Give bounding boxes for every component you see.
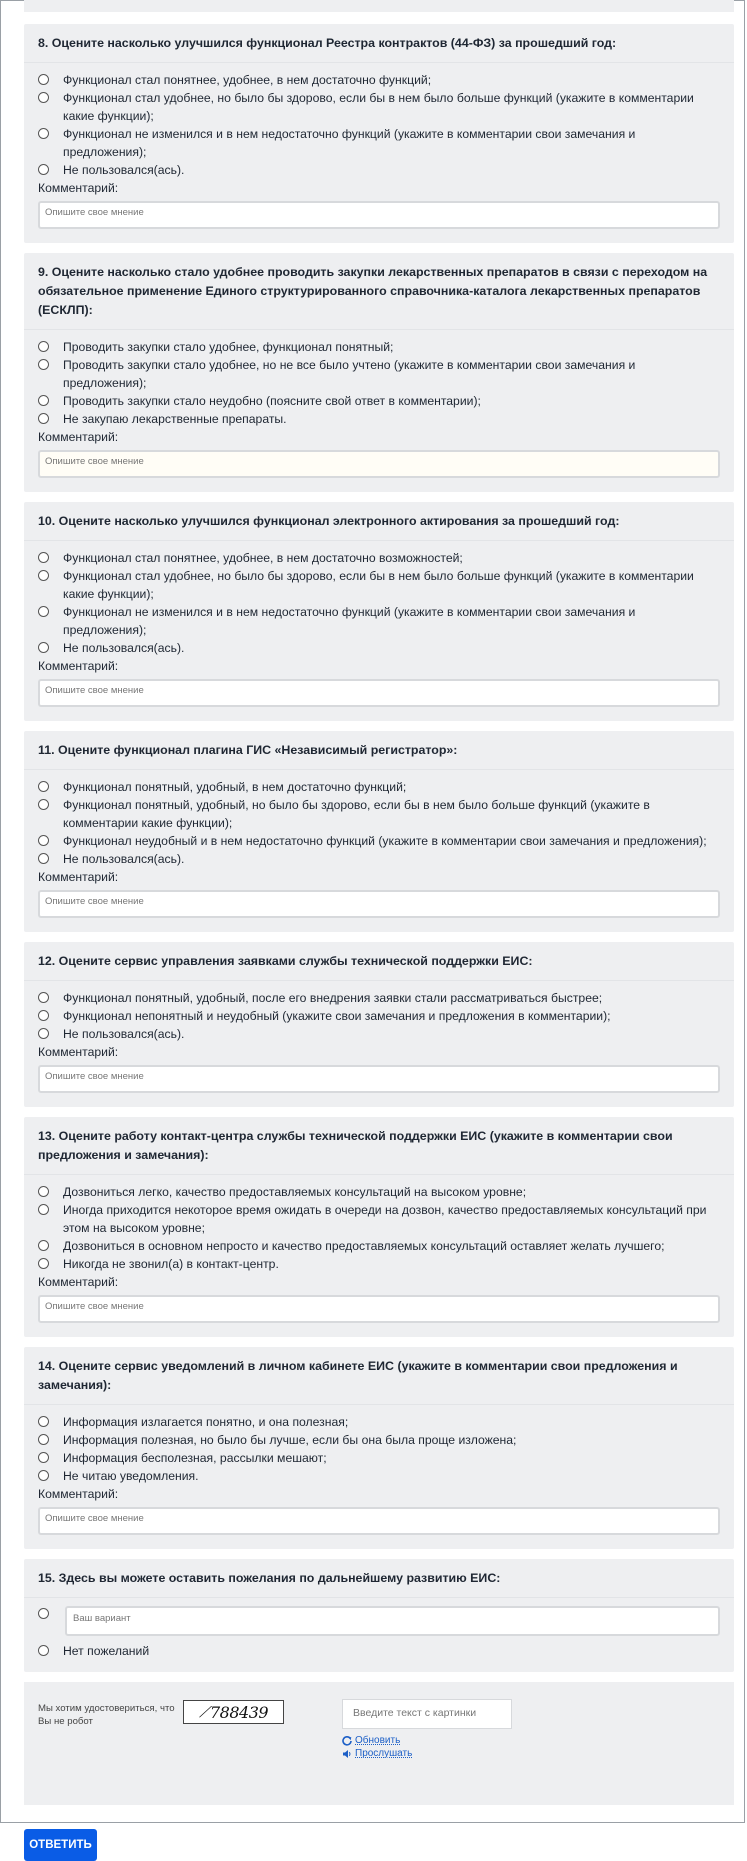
comment-input[interactable]: Опишите свое мнение [38, 1507, 720, 1535]
option-row[interactable] [38, 1431, 720, 1449]
captcha-listen-link[interactable] [342, 1748, 412, 1759]
question-title: 9. Оцените насколько стало удобнее проводить закупки лекарственных препаратов в связи с переходом на обязательное применение Единого структурированного справочника-каталога лекарственных препаратов (ЕСКЛП): [38, 265, 708, 317]
radio-button[interactable] [38, 1204, 49, 1215]
radio-button[interactable] [38, 1434, 49, 1445]
question-title: 15. Здесь вы можете оставить пожелания по дальнейшему развитию ЕИС: [38, 1571, 501, 1585]
refresh-icon [342, 1736, 352, 1746]
comment-label: Комментарий: [38, 1487, 119, 1501]
comment-label: Комментарий: [38, 1275, 119, 1289]
option-row[interactable] [38, 989, 720, 1007]
radio-button[interactable] [38, 1608, 49, 1619]
option-row[interactable] [38, 796, 720, 832]
radio-button[interactable] [38, 1010, 49, 1021]
option-row[interactable] [38, 1007, 720, 1025]
option-label: Информация полезная, но было бы лучше, если бы она была проще изложена; [63, 1433, 517, 1447]
option-label: Не закупаю лекарственные препараты. [63, 412, 287, 426]
radio-button[interactable] [38, 1416, 49, 1427]
free-answer-row [38, 1606, 720, 1636]
comment-label: Комментарий: [38, 870, 119, 884]
question-title: 13. Оцените работу контакт-центра службы технической поддержки ЕИС (укажите в комментарии свои предложения и замечания): [38, 1129, 673, 1162]
option-label: Функционал непонятный и неудобный (укажите свои замечания и предложения в комментарии); [63, 1009, 611, 1023]
option-label: Никогда не звонил(а) в контакт-центр. [63, 1257, 279, 1271]
option-label: Функционал понятный, удобный, после его внедрения заявки стали рассматриваться быстрее; [63, 991, 603, 1005]
option-label: Функционал стал удобнее, но было бы здорово, если бы в нем было больше функций (укажите в комментарии какие функции); [63, 569, 694, 601]
radio-button[interactable] [38, 1186, 49, 1197]
questions-list [24, 24, 734, 1549]
comment-input[interactable]: Опишите свое мнение [38, 450, 720, 478]
option-label: Функционал не изменился и в нем недостаточно функций (укажите в комментарии свои замечания и предложения); [63, 605, 636, 637]
option-row[interactable] [38, 567, 720, 603]
radio-button[interactable] [38, 341, 49, 352]
refresh-label: Обновить [355, 1735, 401, 1746]
radio-button[interactable] [38, 413, 49, 424]
question-title: 14. Оцените сервис уведомлений в личном кабинете ЕИС (укажите в комментарии свои предложения и замечания): [38, 1359, 678, 1392]
question-card-13 [24, 1117, 734, 1337]
question-card-15 [24, 1559, 734, 1672]
option-row[interactable] [38, 639, 720, 657]
option-label: Информация бесполезная, рассылки мешают; [63, 1451, 327, 1465]
comment-label: Комментарий: [38, 659, 119, 673]
radio-button[interactable] [38, 1645, 49, 1656]
radio-button[interactable] [38, 1452, 49, 1463]
listen-label: Прослушать [355, 1748, 413, 1759]
radio-button[interactable] [38, 1470, 49, 1481]
option-row[interactable] [38, 1025, 720, 1043]
divider [24, 769, 734, 770]
question-title: 11. Оцените функционал плагина ГИС «Независимый регистратор»: [38, 743, 458, 757]
question-card-11 [24, 731, 734, 932]
question-card-10 [24, 502, 734, 721]
option-label: Функционал неудобный и в нем недостаточно функций (укажите в комментарии свои замечания и предложения); [63, 834, 707, 848]
option-label: Функционал понятный, удобный, но было бы здорово, если бы в нем было больше функций (укажите в комментарии какие функции); [63, 798, 650, 830]
speaker-icon [342, 1749, 352, 1759]
captcha-image-text: 788439 [209, 1702, 269, 1722]
option-row[interactable] [38, 89, 720, 125]
option-row[interactable] [38, 1237, 720, 1255]
option-row[interactable] [38, 71, 720, 89]
option-row[interactable] [38, 1642, 720, 1660]
comment-input[interactable]: Опишите свое мнение [38, 890, 720, 918]
option-label: Иногда приходится некоторое время ожидать в очереди на дозвон, качество предоставляемых консультаций при этом на высоком уровне; [63, 1203, 707, 1235]
option-row[interactable] [38, 778, 720, 796]
question-title: 10. Оцените насколько улучшился функционал электронного актирования за прошедший год: [38, 514, 620, 528]
option-label: Дозвониться в основном непросто и качество предоставляемых консультаций оставляет желать лучшего; [63, 1239, 665, 1253]
option-label: Нет пожеланий [63, 1644, 150, 1658]
option-label: Не пользовался(ась). [63, 163, 185, 177]
comment-input[interactable]: Опишите свое мнение [38, 679, 720, 707]
option-label: Проводить закупки стало неудобно (поясните свой ответ в комментарии); [63, 394, 481, 408]
option-label: Не пользовался(ась). [63, 641, 185, 655]
captcha-section [24, 1682, 734, 1805]
question-card-8 [24, 24, 734, 243]
comment-input[interactable]: Опишите свое мнение [38, 1295, 720, 1323]
option-row[interactable] [38, 850, 720, 868]
option-label: Функционал стал понятнее, удобнее, в нем достаточно функций; [63, 73, 432, 87]
radio-button[interactable] [38, 92, 49, 103]
option-label: Не читаю уведомления. [63, 1469, 199, 1483]
option-label: Не пользовался(ась). [63, 852, 185, 866]
radio-button[interactable] [38, 781, 49, 792]
comment-label: Комментарий: [38, 430, 119, 444]
option-row[interactable] [38, 392, 720, 410]
captcha-note: Мы хотим удостовериться, что Вы не робот [38, 1703, 175, 1727]
option-label: Информация излагается понятно, и она полезная; [63, 1415, 349, 1429]
custom-answer-input[interactable]: Ваш вариант [65, 1606, 720, 1636]
option-row[interactable] [38, 356, 720, 392]
comment-label: Комментарий: [38, 181, 119, 195]
option-label: Функционал не изменился и в нем недостаточно функций (укажите в комментарии свои замечания и предложения); [63, 127, 636, 159]
radio-button[interactable] [38, 552, 49, 563]
option-label: Проводить закупки стало удобнее, функционал понятный; [63, 340, 394, 354]
option-row[interactable] [38, 1467, 720, 1485]
question-card-12 [24, 942, 734, 1107]
question-title: 12. Оцените сервис управления заявками службы технической поддержки ЕИС: [38, 954, 533, 968]
option-row[interactable] [38, 1255, 720, 1273]
divider [24, 1597, 734, 1598]
submit-button[interactable]: ОТВЕТИТЬ [24, 1829, 97, 1861]
question-card-14 [24, 1347, 734, 1549]
divider [24, 1404, 734, 1405]
option-row[interactable] [38, 125, 720, 161]
divider [24, 62, 734, 63]
captcha-input[interactable]: Введите текст с картинки [342, 1699, 512, 1729]
radio-button[interactable] [38, 395, 49, 406]
divider [24, 980, 734, 981]
radio-button[interactable] [38, 835, 49, 846]
comment-label: Комментарий: [38, 1045, 119, 1059]
radio-button[interactable] [38, 164, 49, 175]
radio-button[interactable] [38, 128, 49, 139]
captcha-image [183, 1700, 284, 1724]
option-label: Функционал понятный, удобный, в нем достаточно функций; [63, 780, 407, 794]
option-row[interactable] [38, 1449, 720, 1467]
radio-button[interactable] [38, 570, 49, 581]
divider [24, 540, 734, 541]
option-row[interactable] [38, 410, 720, 428]
divider [24, 1174, 734, 1175]
option-row[interactable] [38, 1183, 720, 1201]
option-row[interactable] [38, 1201, 720, 1237]
captcha-scribble: ⟋ [198, 1703, 209, 1721]
option-label: Функционал стал удобнее, но было бы здорово, если бы в нем было больше функций (укажите в комментарии какие функции); [63, 91, 694, 123]
radio-button[interactable] [38, 606, 49, 617]
radio-button[interactable] [38, 1258, 49, 1269]
radio-button[interactable] [38, 853, 49, 864]
survey-form [24, 0, 734, 1861]
option-row[interactable] [38, 161, 720, 179]
option-row[interactable] [38, 832, 720, 850]
option-row[interactable] [38, 338, 720, 356]
question-title: 8. Оцените насколько улучшился функционал Реестра контрактов (44-ФЗ) за прошедший год: [38, 36, 617, 50]
option-label: Не пользовался(ась). [63, 1027, 185, 1041]
captcha-refresh-link[interactable] [342, 1735, 400, 1746]
question-card-9 [24, 253, 734, 492]
previous-card-bottom [24, 0, 734, 12]
option-label: Дозвониться легко, качество предоставляемых консультаций на высоком уровне; [63, 1185, 527, 1199]
option-row[interactable] [38, 603, 720, 639]
option-label: Функционал стал понятнее, удобнее, в нем достаточно возможностей; [63, 551, 463, 565]
radio-button[interactable] [38, 642, 49, 653]
radio-button[interactable] [38, 74, 49, 85]
radio-button[interactable] [38, 1028, 49, 1039]
radio-button[interactable] [38, 992, 49, 1003]
comment-input[interactable]: Опишите свое мнение [38, 1065, 720, 1093]
radio-button[interactable] [38, 799, 49, 810]
radio-button[interactable] [38, 359, 49, 370]
divider [24, 329, 734, 330]
option-label: Проводить закупки стало удобнее, но не все было учтено (укажите в комментарии свои замечания и предложения); [63, 358, 636, 390]
comment-input[interactable]: Опишите свое мнение [38, 201, 720, 229]
radio-button[interactable] [38, 1240, 49, 1251]
option-row[interactable] [38, 1413, 720, 1431]
option-row[interactable] [38, 549, 720, 567]
